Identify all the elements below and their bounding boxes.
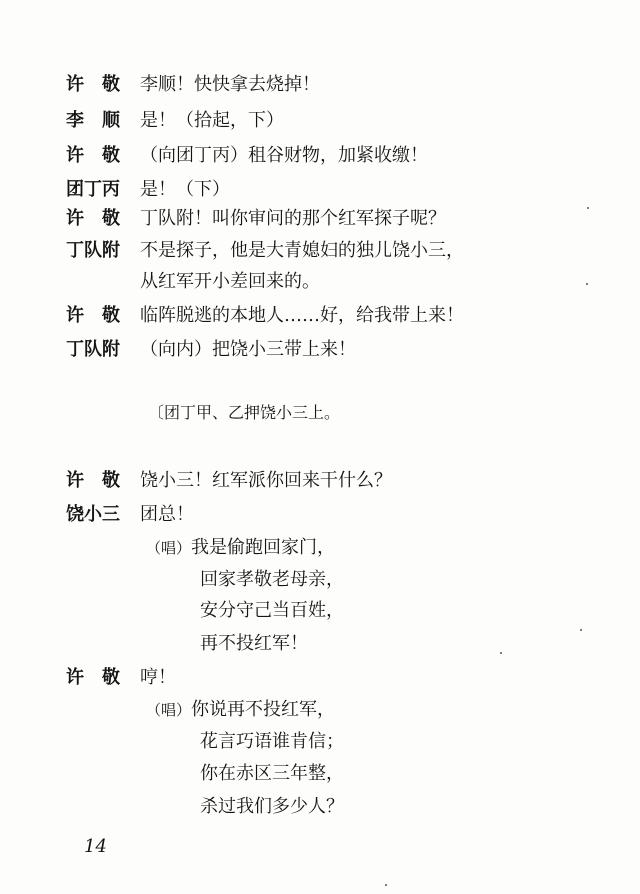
stage-direction: 〔团丁甲、乙押饶小三上。 [148,403,341,422]
song-verse: 你在赤区三年整， [200,763,344,784]
scan-speck [500,652,502,654]
song-verse: 再不投红军！ [200,633,308,654]
speaker-name: 许 敬 [66,208,120,229]
song-verse: 我是偷跑回家门， [191,537,336,558]
scan-speck [580,629,582,631]
dialogue-text: 是！（下） [140,179,230,200]
speaker-name: 许 敬 [66,305,120,326]
speaker-name: 丁队附 [66,339,120,360]
song-verse-line [146,535,335,561]
dialogue-text: 从红军开小差回来的。 [140,271,320,292]
singing-cue: （唱） [146,701,192,719]
dialogue-text: 哼！ [140,667,176,688]
dialogue-text: （向团丁丙）租谷财物，加紧收缴！ [140,145,428,166]
song-verse-line [146,697,335,723]
speaker-name: 许 敬 [66,145,120,166]
dialogue-text: 李顺！快快拿去烧掉！ [140,74,320,95]
dialogue-text: 团总！ [140,504,194,525]
scan-speck [385,884,387,886]
song-verse: 安分守己当百姓， [200,600,344,621]
speaker-name: 丁队附 [66,240,120,261]
speaker-name: 许 敬 [66,667,120,688]
dialogue-text: 是！（拾起，下） [140,110,284,131]
song-verse: 回家孝敬老母亲， [200,569,344,590]
speaker-name: 团丁丙 [66,179,120,200]
speaker-name: 李 顺 [66,110,120,131]
singing-cue: （唱） [146,539,192,557]
speaker-name: 饶小三 [66,504,120,525]
dialogue-text: 不是探子，他是大青媳妇的独儿饶小三， [140,240,464,261]
page-number: 14 [84,836,107,857]
speaker-name: 许 敬 [66,74,120,95]
speaker-name: 许 敬 [66,470,120,491]
dialogue-text: （向内）把饶小三带上来！ [140,339,356,360]
song-verse: 杀过我们多少人？ [200,796,344,817]
scan-speck [586,283,588,285]
song-verse: 你说再不投红军， [191,699,336,720]
dialogue-text: 丁队附！叫你审问的那个红军探子呢？ [140,208,446,229]
dialogue-text: 临阵脱逃的本地人……好，给我带上来！ [140,305,464,326]
dialogue-text: 饶小三！红军派你回来干什么？ [140,470,392,491]
scan-speck [587,207,589,209]
song-verse: 花言巧语谁肯信； [200,731,344,752]
